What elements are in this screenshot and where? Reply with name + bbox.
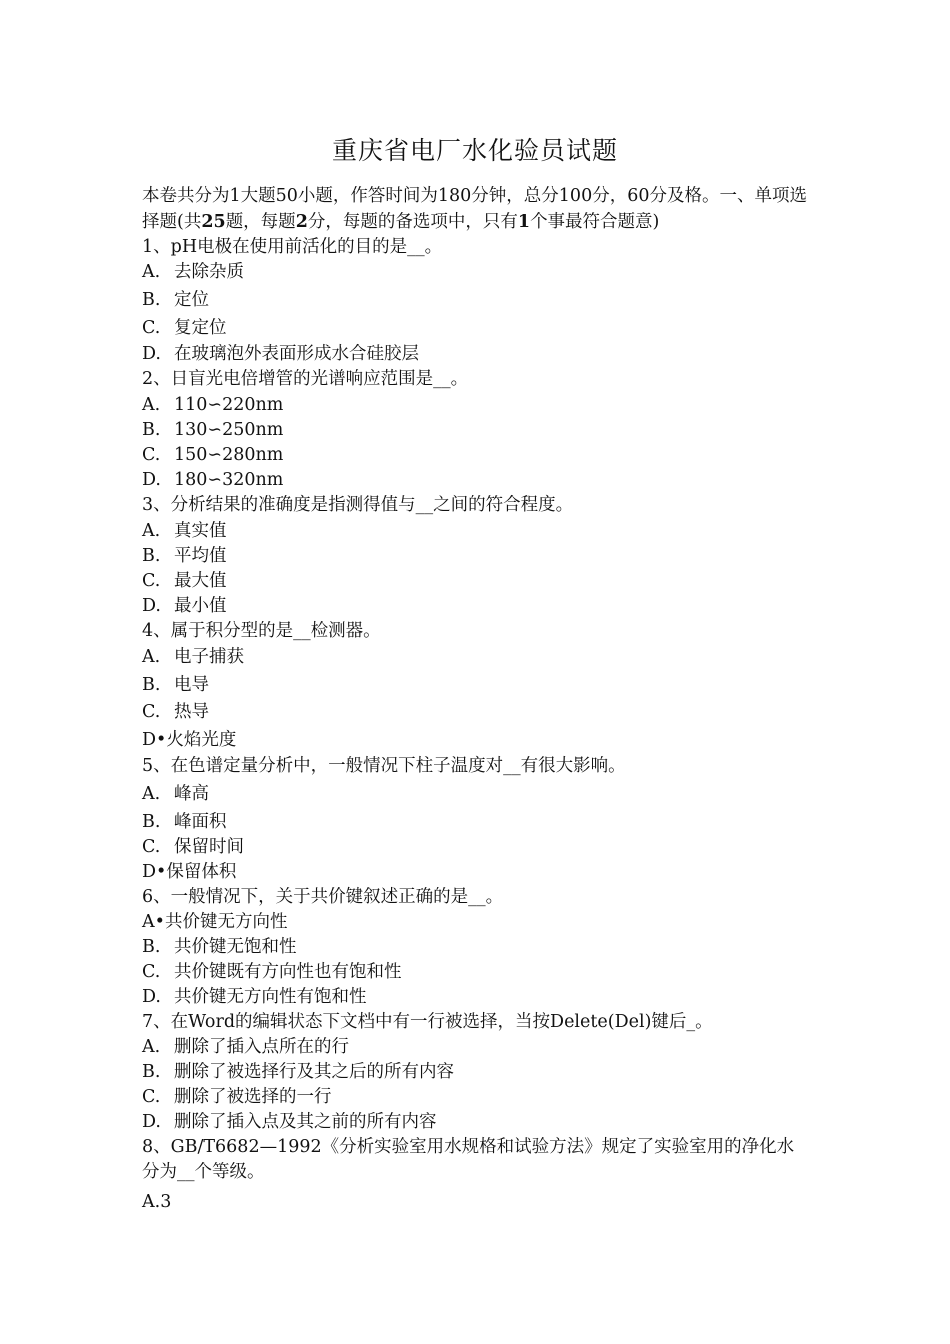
option-letter: D• bbox=[142, 730, 167, 750]
option-text: 共价键无方向性 bbox=[164, 912, 288, 932]
correct-count: 1 bbox=[517, 212, 531, 232]
option-text: 110∽220nm bbox=[174, 395, 284, 415]
intro-text-3: 分，每题的备选项中，只有 bbox=[307, 212, 518, 232]
option-letter: B. bbox=[142, 546, 161, 566]
answer-option bbox=[142, 260, 822, 284]
exam-instructions bbox=[142, 183, 812, 235]
option-text: 在玻璃泡外表面形成水合硅胶层 bbox=[174, 344, 419, 364]
answer-option bbox=[142, 1110, 822, 1134]
answer-option bbox=[142, 418, 822, 442]
option-letter: B. bbox=[142, 675, 161, 695]
option-text: 删除了被选择的一行 bbox=[174, 1087, 332, 1107]
option-letter: D. bbox=[142, 1112, 161, 1132]
option-letter: A• bbox=[142, 912, 165, 932]
question-stem: 7、在Word的编辑状态下文档中有一行被选择，当按Delete(Del)键后_。 bbox=[142, 1012, 713, 1032]
answer-option bbox=[142, 569, 822, 593]
option-text: 3 bbox=[160, 1192, 172, 1212]
option-letter: A. bbox=[142, 784, 161, 804]
option-text: 删除了被选择行及其之后的所有内容 bbox=[174, 1062, 454, 1082]
option-text: 共价键无方向性有饱和性 bbox=[174, 987, 367, 1007]
answer-option bbox=[142, 519, 822, 543]
intro-text-2: 题，每题 bbox=[225, 212, 296, 232]
question-stem: 4、属于积分型的是__检测器。 bbox=[142, 621, 381, 641]
question-stem: 1、pH电极在使用前活化的目的是__。 bbox=[142, 237, 443, 257]
option-letter: D. bbox=[142, 987, 161, 1007]
answer-option bbox=[142, 985, 822, 1009]
answer-option bbox=[142, 835, 822, 859]
option-text: 删除了插入点及其之前的所有内容 bbox=[174, 1112, 437, 1132]
option-text: 最小值 bbox=[174, 596, 227, 616]
option-letter: C. bbox=[142, 1087, 161, 1107]
option-letter: D. bbox=[142, 596, 161, 616]
option-letter: A. bbox=[142, 647, 161, 667]
points-per-question: 2 bbox=[295, 212, 308, 232]
answer-option bbox=[142, 342, 822, 366]
option-letter: A. bbox=[142, 395, 161, 415]
answer-option bbox=[142, 728, 822, 752]
option-text: 电子捕获 bbox=[174, 647, 244, 667]
answer-option bbox=[142, 645, 822, 669]
option-letter: C. bbox=[142, 702, 161, 722]
option-text: 复定位 bbox=[174, 318, 227, 338]
answer-option bbox=[142, 1085, 822, 1109]
question-stem: 2、日盲光电倍增管的光谱响应范围是__。 bbox=[142, 369, 469, 389]
answer-option bbox=[142, 443, 822, 467]
question-stem: 8、GB/T6682—1992《分析实验室用水规格和试验方法》规定了实验室用的净化水分为__个等级。 bbox=[142, 1137, 795, 1182]
answer-option bbox=[142, 673, 822, 697]
option-text: 去除杂质 bbox=[174, 262, 244, 282]
option-text: 180∽320nm bbox=[174, 470, 284, 490]
option-text: 删除了插入点所在的行 bbox=[174, 1037, 349, 1057]
option-text: 最大值 bbox=[174, 571, 227, 591]
option-letter: D. bbox=[142, 470, 161, 490]
option-text: 热导 bbox=[174, 702, 209, 722]
option-letter: C. bbox=[142, 837, 161, 857]
option-letter: C. bbox=[142, 571, 161, 591]
option-letter: C. bbox=[142, 445, 161, 465]
answer-option bbox=[142, 1190, 822, 1214]
answer-option bbox=[142, 960, 822, 984]
option-letter: D. bbox=[142, 344, 161, 364]
answer-option bbox=[142, 935, 822, 959]
answer-option bbox=[142, 910, 822, 934]
answer-option bbox=[142, 860, 822, 884]
option-letter: B. bbox=[142, 1062, 161, 1082]
option-text: 真实值 bbox=[174, 521, 227, 541]
option-letter: A. bbox=[142, 262, 161, 282]
question-stem: 3、分析结果的准确度是指测得值与__之间的符合程度。 bbox=[142, 495, 574, 515]
option-text: 保留时间 bbox=[174, 837, 244, 857]
option-text: 火焰光度 bbox=[166, 730, 237, 750]
option-letter: B. bbox=[142, 290, 161, 310]
option-text: 共价键既有方向性也有饱和性 bbox=[174, 962, 402, 982]
answer-option bbox=[142, 1035, 822, 1059]
option-text: 保留体积 bbox=[166, 862, 237, 882]
option-letter: C. bbox=[142, 318, 161, 338]
answer-option bbox=[142, 288, 822, 312]
question-count: 25 bbox=[201, 212, 226, 232]
option-letter: C. bbox=[142, 962, 161, 982]
option-letter: B. bbox=[142, 812, 161, 832]
option-text: 电导 bbox=[174, 675, 209, 695]
question-stem: 5、在色谱定量分析中，一般情况下柱子温度对__有很大影响。 bbox=[142, 756, 626, 776]
document-title: 重庆省电厂水化验员试题 bbox=[331, 136, 618, 165]
option-letter: B. bbox=[142, 937, 161, 957]
answer-option bbox=[142, 468, 822, 492]
option-text: 平均值 bbox=[174, 546, 227, 566]
option-text: 150∽280nm bbox=[174, 445, 284, 465]
answer-option bbox=[142, 544, 822, 568]
intro-text-1: 本卷共分为1大题50小题，作答时间为180分钟，总分100分，60分及格。一、单项选择题(共 bbox=[142, 186, 807, 232]
option-text: 峰高 bbox=[174, 784, 209, 804]
option-letter: B. bbox=[142, 420, 161, 440]
option-letter: A. bbox=[142, 1037, 161, 1057]
intro-text-4: 个事最符合题意) bbox=[530, 212, 660, 232]
option-text: 共价键无饱和性 bbox=[174, 937, 297, 957]
answer-option bbox=[142, 782, 822, 806]
answer-option bbox=[142, 1060, 822, 1084]
option-letter: A. bbox=[142, 521, 161, 541]
answer-option bbox=[142, 594, 822, 618]
option-letter: D• bbox=[142, 862, 167, 882]
answer-option bbox=[142, 393, 822, 417]
option-text: 峰面积 bbox=[174, 812, 227, 832]
option-text: 130∽250nm bbox=[174, 420, 284, 440]
option-text: 定位 bbox=[174, 290, 209, 310]
answer-option bbox=[142, 700, 822, 724]
answer-option bbox=[142, 810, 822, 834]
answer-option bbox=[142, 316, 822, 340]
question-stem: 6、一般情况下，关于共价键叙述正确的是__。 bbox=[142, 887, 504, 907]
option-letter: A. bbox=[142, 1192, 161, 1212]
